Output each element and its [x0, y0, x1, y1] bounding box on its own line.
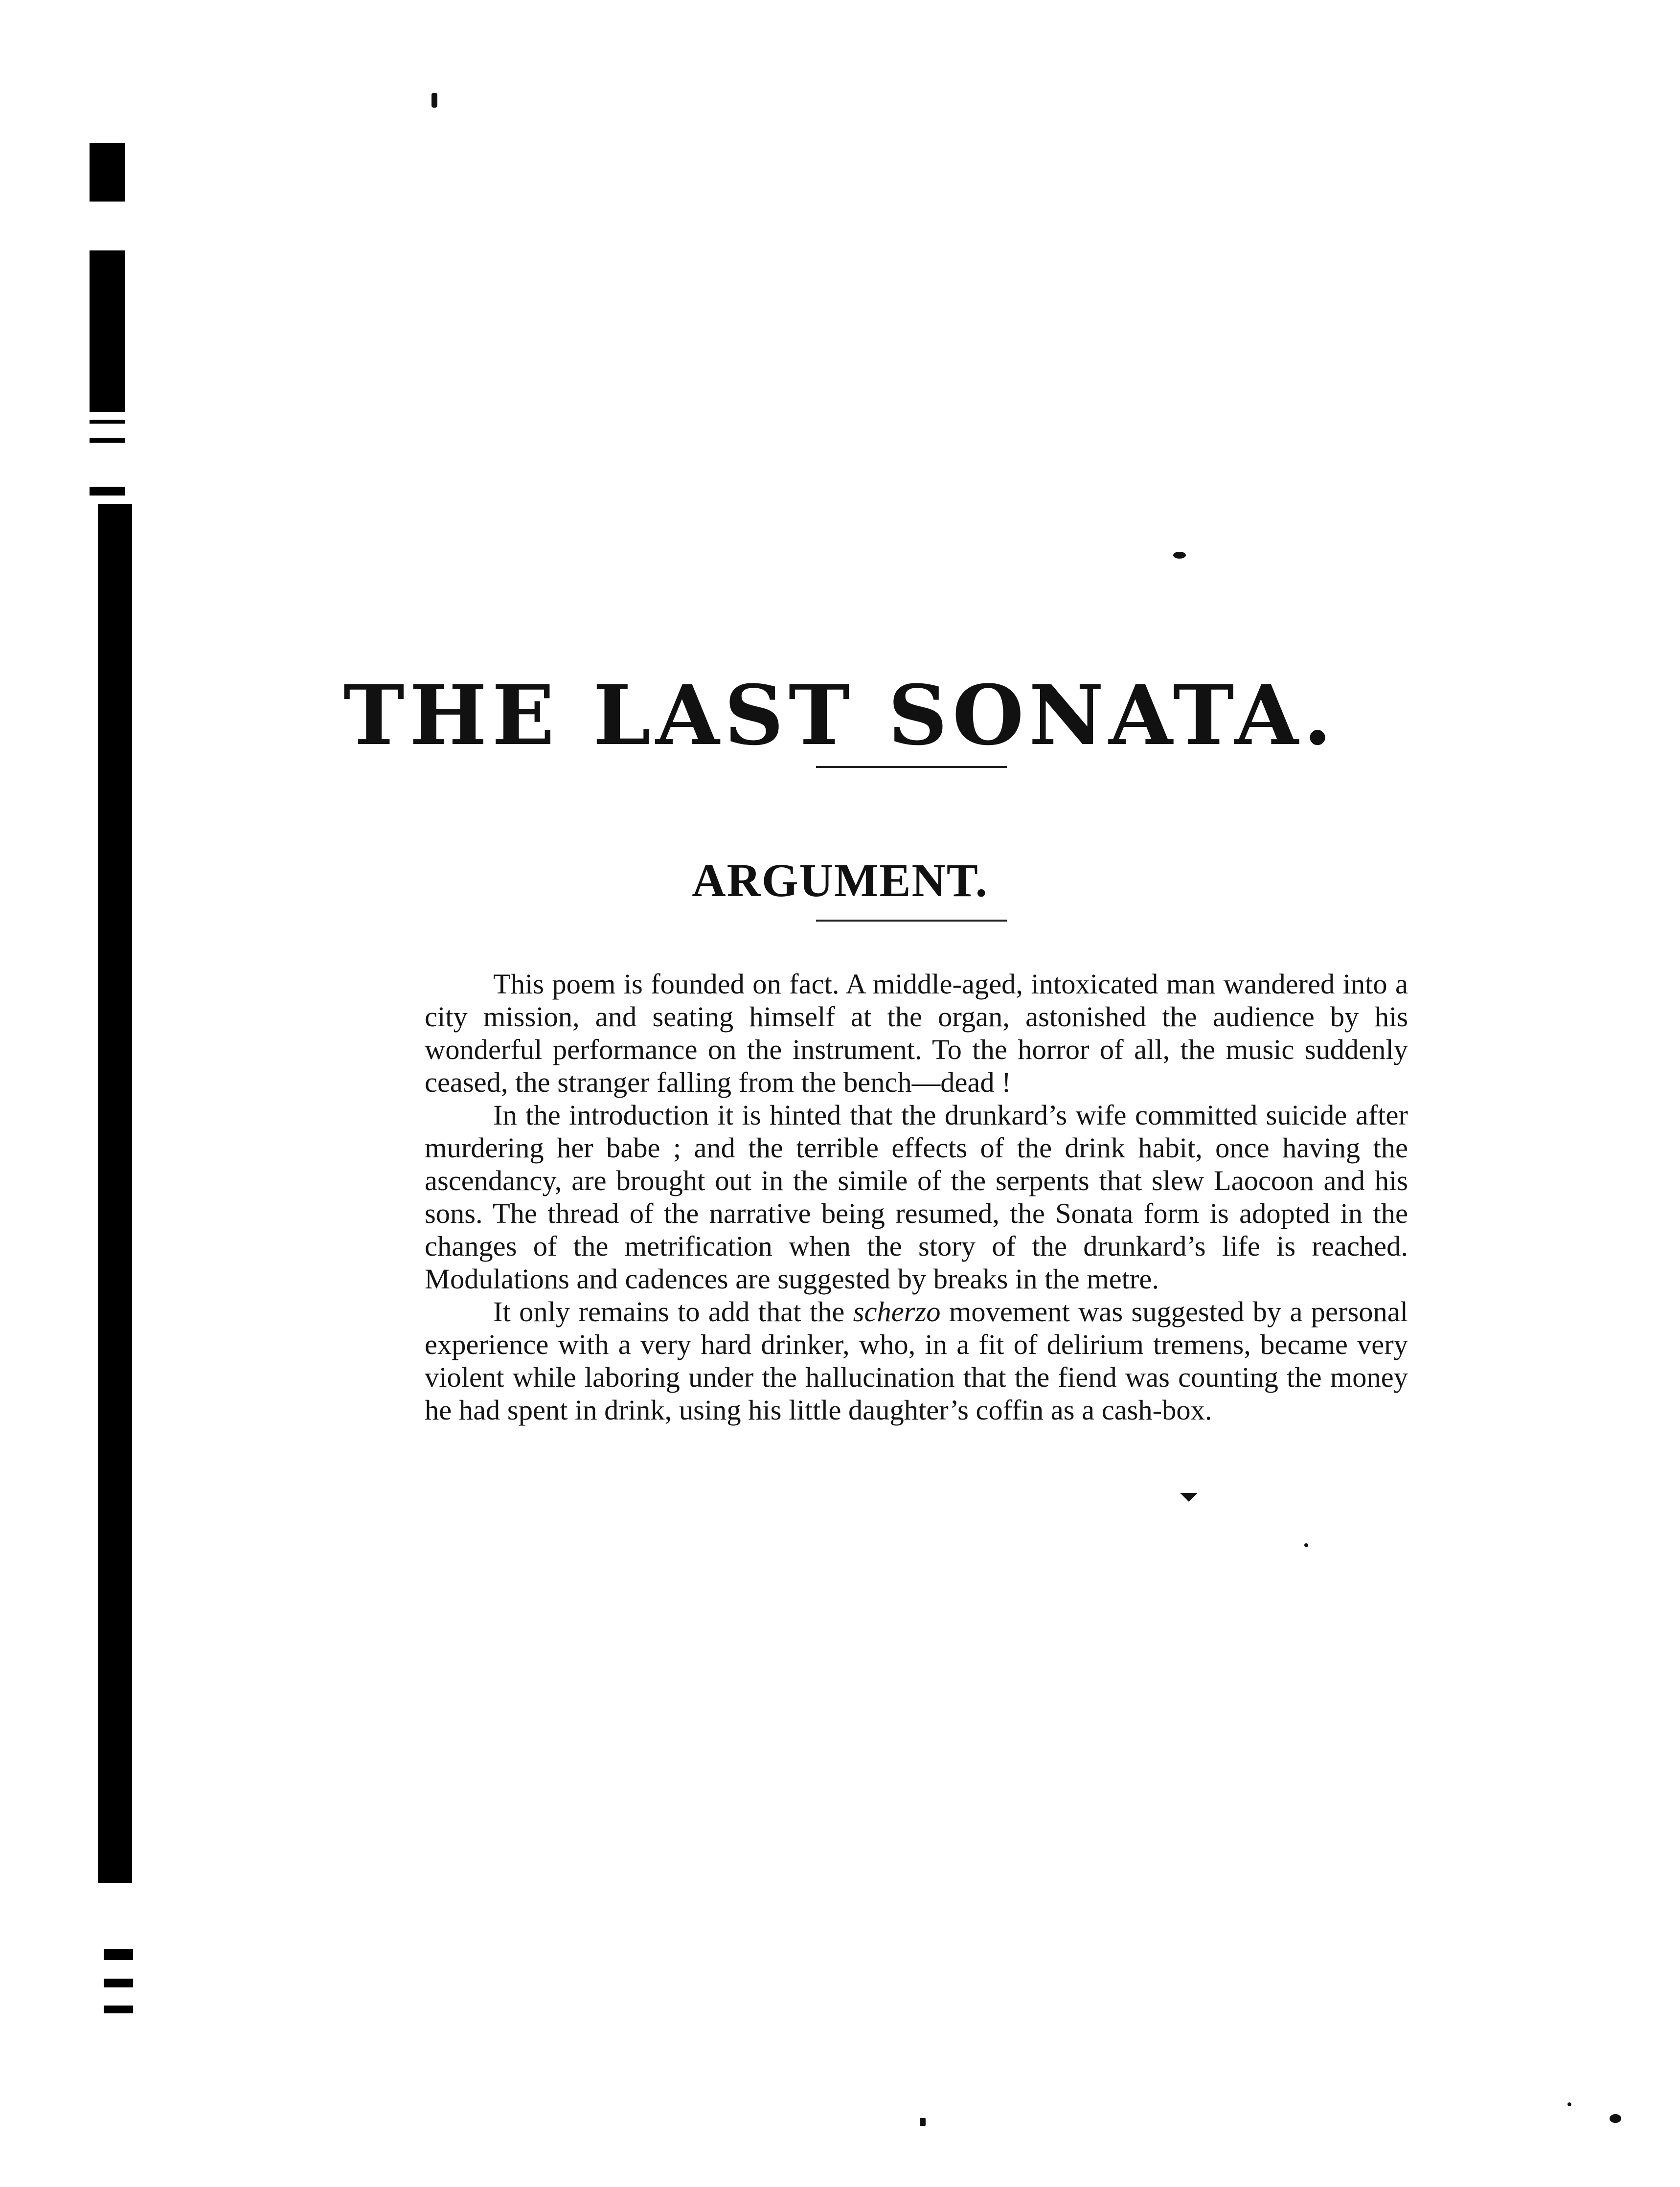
italic-term: scherzo	[853, 1296, 941, 1328]
scan-edge-mark	[104, 1949, 133, 1960]
argument-paragraph: This poem is founded on fact. A middle-aged, intoxicated man wandered into a city mission, and seating himself at the organ, astonished the audience by his wonderful performance on the instrument. To the horror of all, the music suddenly ceased, the stranger falling from the bench—dead !	[425, 968, 1408, 1098]
ornament-mark	[1180, 1491, 1198, 1503]
scan-edge-mark	[90, 487, 125, 496]
scan-edge-mark	[104, 1979, 133, 1987]
scan-speck	[1610, 2114, 1621, 2123]
argument-paragraph: In the introduction it is hinted that the drunkard’s wife committed suicide after murdering her babe ; and the terrible effects of the drink habit, once having the ascendancy, are brought out in the simile of the serpents that slew Laocoon and his sons. The thread of the narrative being resumed, the Sonata form is adopted in the changes of the metrification when the story of the drunkard’s life is reached. Modulations and cadences are suggested by breaks in the metre.	[425, 1099, 1408, 1295]
section-heading: ARGUMENT.	[692, 854, 988, 906]
argument-paragraph	[425, 1295, 1408, 1426]
argument-body	[425, 968, 1408, 1426]
scan-edge-mark	[90, 420, 125, 424]
scan-speck	[1173, 552, 1186, 559]
scan-speck	[1567, 2102, 1571, 2106]
scan-speck	[431, 93, 437, 108]
scan-edge-mark	[90, 143, 125, 202]
heading-rule	[816, 920, 1007, 922]
scan-edge-mark	[90, 438, 125, 443]
title-rule	[816, 766, 1007, 768]
paragraph-text: movement was suggested by a personal experience with a very hard drinker, who, in a fit of delirium tremens, became very violent while laboring under the hallucination that the fiend was counting the money he had spent in drink, using his little daughter’s coffin as a cash-box.	[425, 1296, 1408, 1426]
page-title: THE LAST SONATA.	[343, 666, 1337, 764]
scan-edge-mark	[90, 250, 125, 412]
scan-speck	[920, 2118, 926, 2126]
paragraph-text: It only remains to add that the	[493, 1296, 853, 1328]
scan-speck	[1304, 1543, 1308, 1547]
scan-edge-mark	[104, 2006, 133, 2013]
